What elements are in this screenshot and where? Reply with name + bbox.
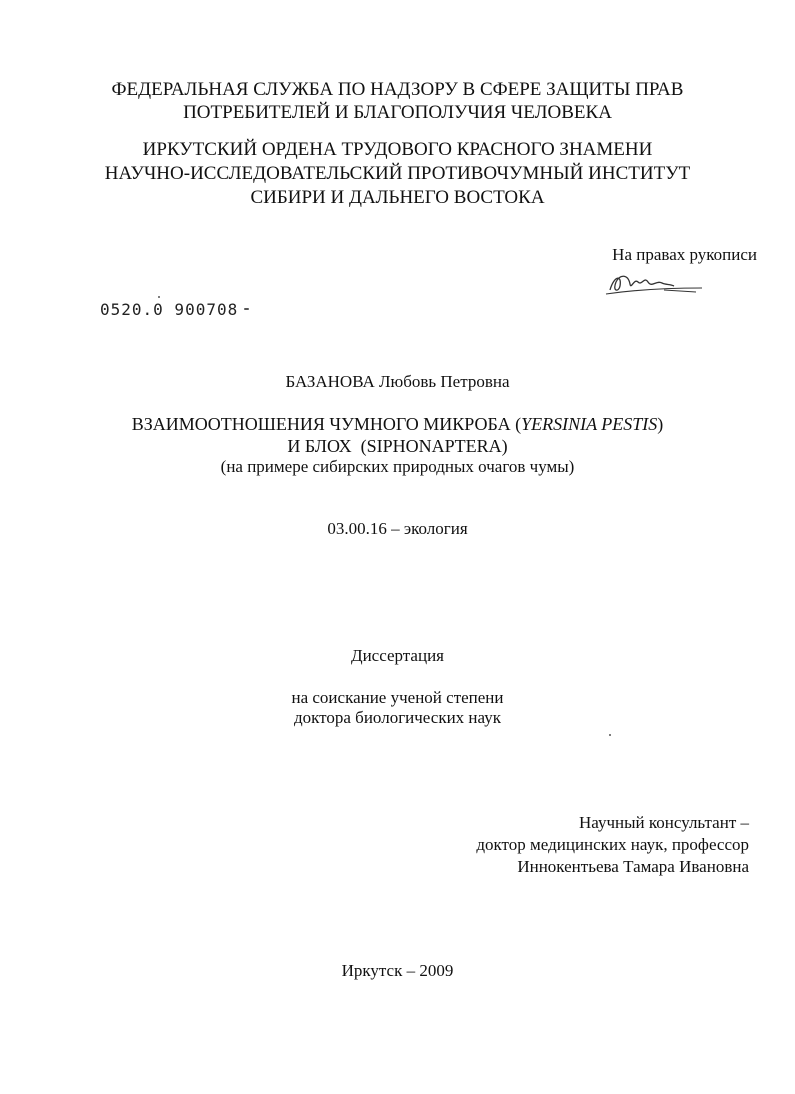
registry-number: 0520.0 900708 <box>100 300 239 319</box>
document-type: Диссертация <box>350 646 444 665</box>
manuscript-note: На правах рукописи <box>612 245 757 264</box>
degree-line-1: на соискание ученой степени <box>291 688 504 707</box>
consultant-name: Иннокентьева Тамара Ивановна <box>517 857 749 876</box>
registry-mark-2 <box>244 308 249 310</box>
author-name: БАЗАНОВА Любовь Петровна <box>285 372 510 391</box>
title-subtitle: (на примере сибирских природных очагов чумы) <box>220 457 575 476</box>
degree-block <box>0 688 795 728</box>
institute-line-1: ИРКУТСКИЙ ОРДЕНА ТРУДОВОГО КРАСНОГО ЗНАМЕНИ <box>142 139 653 160</box>
title-line-1-suffix: ) <box>657 414 664 434</box>
speck <box>609 734 611 736</box>
registry-mark <box>158 296 160 298</box>
institute-line-2: НАУЧНО-ИССЛЕДОВАТЕЛЬСКИЙ ПРОТИВОЧУМНЫЙ ИНСТИТУТ <box>104 163 691 184</box>
title-line-1 <box>0 413 795 435</box>
consultant-degree: доктор медицинских наук, профессор <box>476 835 749 854</box>
institute-line-3: СИБИРИ И ДАЛЬНЕГО ВОСТОКА <box>250 187 545 208</box>
title-line-1-italic: YERSINIA PESTIS <box>521 414 658 434</box>
dissertation-title <box>0 413 795 457</box>
degree-line-2: доктора биологических наук <box>294 708 501 727</box>
handwritten-signature <box>604 268 704 298</box>
place-year: Иркутск – 2009 <box>341 961 454 980</box>
institute-header <box>0 138 795 210</box>
service-line-1: ФЕДЕРАЛЬНАЯ СЛУЖБА ПО НАДЗОРУ В СФЕРЕ ЗАЩИТЫ ПРАВ <box>111 79 684 100</box>
consultant-label: Научный консультант – <box>579 813 749 832</box>
consultant-block <box>476 812 749 878</box>
specialty-code: 03.00.16 – экология <box>327 519 468 538</box>
title-line-1-prefix: ВЗАИМООТНОШЕНИЯ ЧУМНОГО МИКРОБА ( <box>131 414 522 434</box>
service-line-2: ПОТРЕБИТЕЛЕЙ И БЛАГОПОЛУЧИЯ ЧЕЛОВЕКА <box>183 102 612 123</box>
service-header <box>0 78 795 124</box>
title-line-2: И БЛОХ (SIPHONAPTERA) <box>287 436 508 456</box>
